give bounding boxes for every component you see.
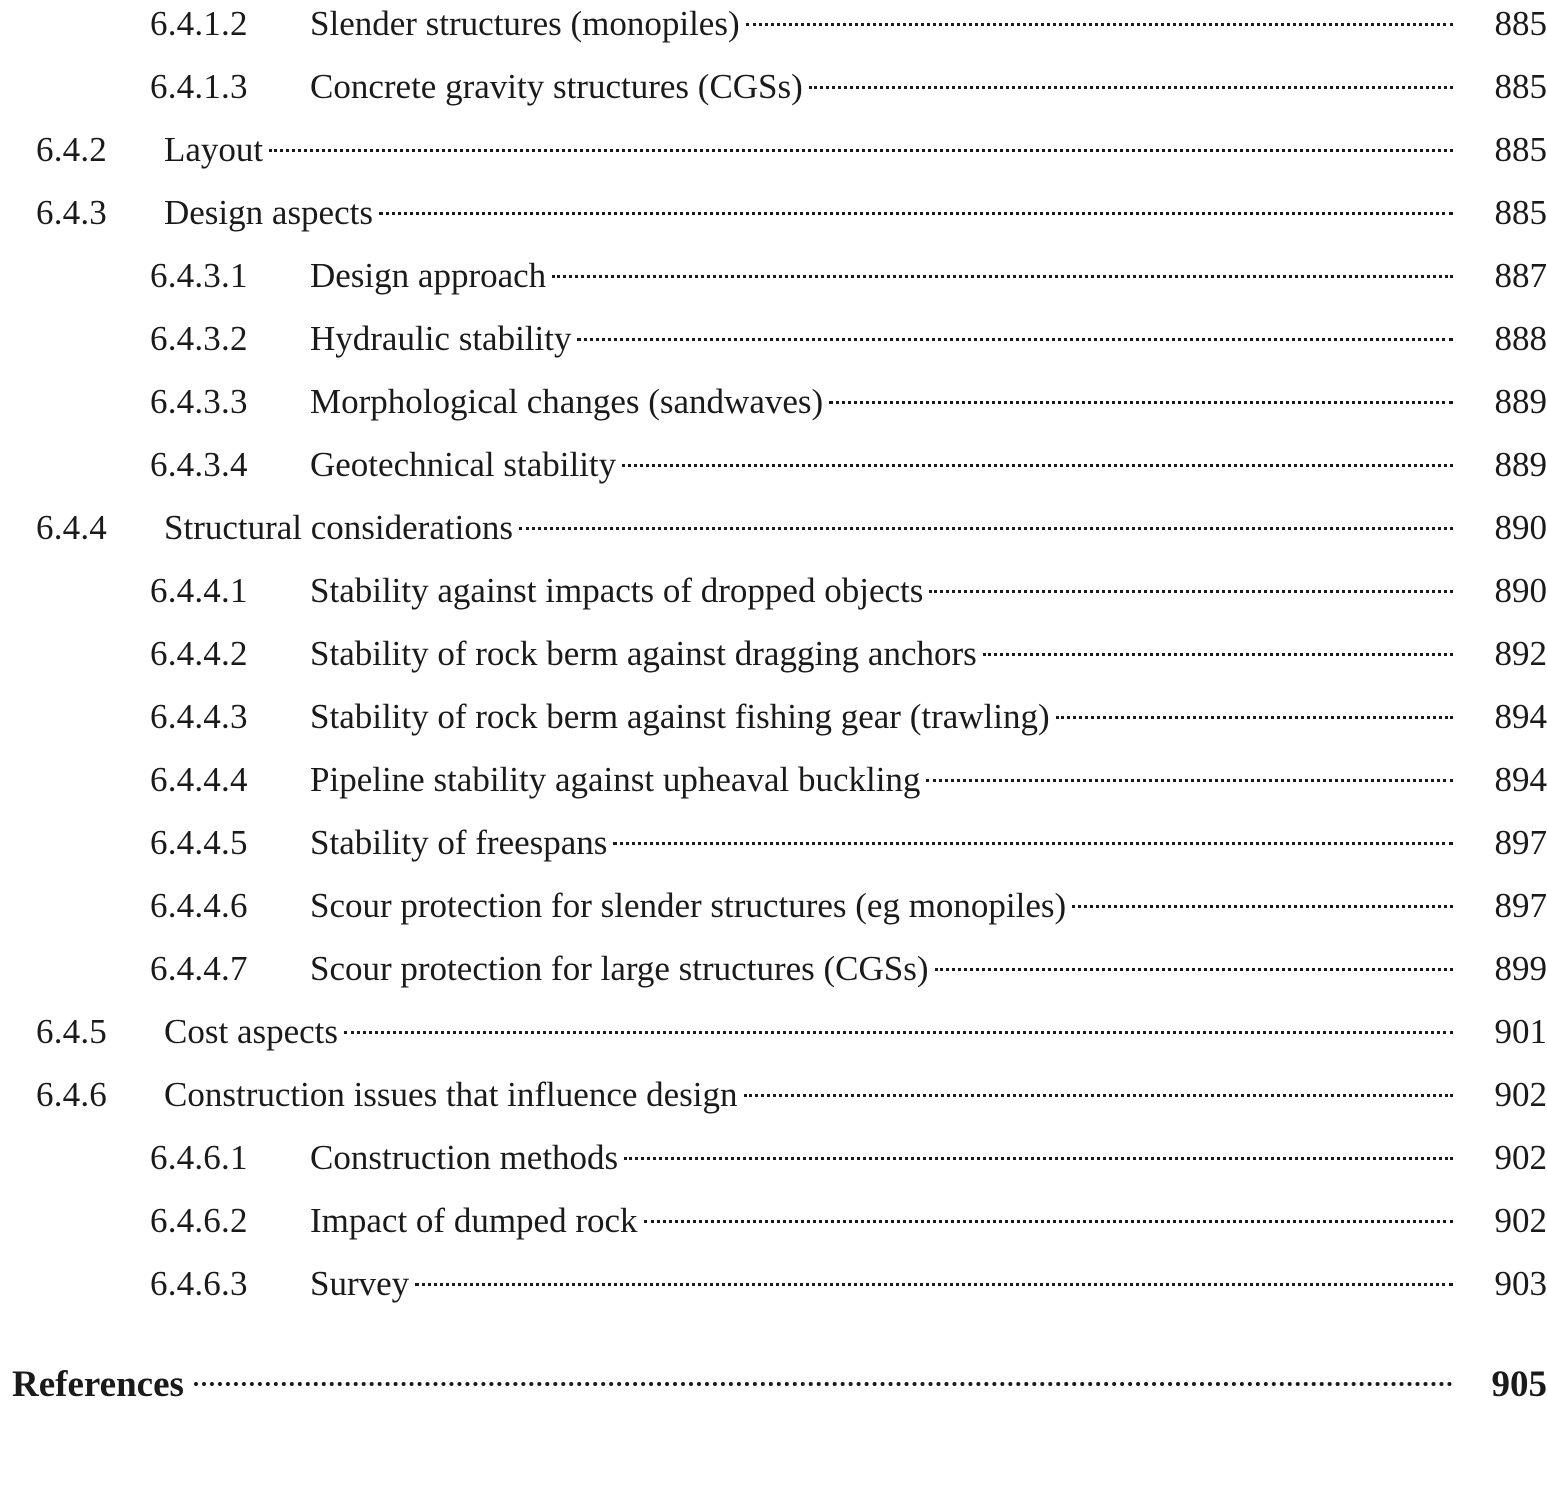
toc-entry-title: Layout bbox=[164, 130, 264, 169]
toc-entry[interactable] bbox=[0, 756, 1547, 819]
toc-leader-dots bbox=[519, 504, 1453, 539]
toc-entry-number: 6.4.4.7 bbox=[150, 949, 248, 988]
toc-entry-title: Scour protection for large structures (CGSs) bbox=[310, 949, 929, 988]
toc-entry[interactable] bbox=[0, 882, 1547, 945]
toc-entry-title: Cost aspects bbox=[164, 1012, 339, 1051]
toc-entry[interactable] bbox=[0, 819, 1547, 882]
toc-entry-page: 885 bbox=[1494, 193, 1547, 232]
toc-entry[interactable] bbox=[0, 945, 1547, 1008]
toc-entry-title: Structural considerations bbox=[164, 508, 513, 547]
toc-entry-title: Morphological changes (sandwaves) bbox=[310, 382, 824, 421]
toc-entry-number: 6.4.4.2 bbox=[150, 634, 248, 673]
toc-entry-page: 889 bbox=[1494, 445, 1547, 484]
toc-entry-title: Stability of rock berm against dragging anchors bbox=[310, 634, 977, 673]
toc-leader-dots bbox=[929, 567, 1453, 602]
toc-entry[interactable] bbox=[0, 441, 1547, 504]
toc-entry-page: 887 bbox=[1494, 256, 1547, 295]
toc-entry-page: 899 bbox=[1494, 949, 1547, 988]
toc-entry-number: 6.4.5 bbox=[36, 1012, 107, 1051]
toc-entry-title: Geotechnical stability bbox=[310, 445, 617, 484]
toc-entry[interactable] bbox=[0, 630, 1547, 693]
toc-entry-number: 6.4.1.2 bbox=[150, 4, 248, 43]
toc-entry[interactable] bbox=[0, 0, 1547, 63]
toc-leader-dots bbox=[552, 252, 1453, 287]
toc-entry-title: Pipeline stability against upheaval buckling bbox=[310, 760, 921, 799]
toc-entry[interactable] bbox=[0, 1071, 1547, 1134]
toc-entry-page: 902 bbox=[1494, 1201, 1547, 1240]
toc-entry-page: 892 bbox=[1494, 634, 1547, 673]
toc-entry-title: Construction methods bbox=[310, 1138, 619, 1177]
toc-entry-title: Stability of freespans bbox=[310, 823, 608, 862]
toc-entry-title: Design approach bbox=[310, 256, 547, 295]
toc-entry[interactable] bbox=[0, 63, 1547, 126]
toc-entry-number: 6.4.6 bbox=[36, 1075, 107, 1114]
toc-entry-number: 6.4.4.6 bbox=[150, 886, 248, 925]
toc-entry[interactable] bbox=[0, 1008, 1547, 1071]
toc-entry-number: 6.4.1.3 bbox=[150, 67, 248, 106]
toc-entry[interactable] bbox=[0, 693, 1547, 756]
toc-entry-page: 885 bbox=[1494, 130, 1547, 169]
toc-leader-dots bbox=[809, 63, 1453, 98]
toc-leader-dots bbox=[926, 756, 1453, 791]
toc-entry-title: Impact of dumped rock bbox=[310, 1201, 638, 1240]
toc-entry-title: Concrete gravity structures (CGSs) bbox=[310, 67, 803, 106]
toc-entry-page: 889 bbox=[1494, 382, 1547, 421]
toc-entry-title: Hydraulic stability bbox=[310, 319, 572, 358]
toc-leader-dots bbox=[379, 189, 1453, 224]
toc-entry-number: 6.4.3.1 bbox=[150, 256, 248, 295]
toc-entry[interactable] bbox=[0, 126, 1547, 189]
toc-leader-dots bbox=[746, 0, 1453, 35]
toc-entry-page: 890 bbox=[1494, 571, 1547, 610]
toc-entry-title: Survey bbox=[310, 1264, 410, 1303]
toc-entry-number: 6.4.3.3 bbox=[150, 382, 248, 421]
toc-leader-dots bbox=[983, 630, 1453, 665]
toc-leader-dots bbox=[644, 1197, 1453, 1232]
toc-entry-references[interactable] bbox=[0, 1361, 1547, 1424]
toc-leader-dots bbox=[622, 441, 1453, 476]
toc-entry-title: Construction issues that influence design bbox=[164, 1075, 738, 1114]
toc-leader-dots bbox=[1056, 693, 1453, 728]
toc-entry-page: 885 bbox=[1494, 67, 1547, 106]
toc-entry[interactable] bbox=[0, 1197, 1547, 1260]
toc-entry-number: 6.4.6.1 bbox=[150, 1138, 248, 1177]
toc-entry-number: 6.4.6.2 bbox=[150, 1201, 248, 1240]
toc-entry-title: References bbox=[12, 1364, 184, 1405]
toc-leader-dots bbox=[624, 1134, 1453, 1169]
toc-entry[interactable] bbox=[0, 567, 1547, 630]
toc-entry-number: 6.4.4.3 bbox=[150, 697, 248, 736]
toc-entry-number: 6.4.4.5 bbox=[150, 823, 248, 862]
toc-leader-dots bbox=[344, 1008, 1453, 1043]
toc-leader-dots bbox=[829, 378, 1453, 413]
toc-leader-dots bbox=[744, 1071, 1453, 1106]
toc-leader-dots bbox=[613, 819, 1453, 854]
toc-entry-number: 6.4.4.4 bbox=[150, 760, 248, 799]
toc-entry-title: Stability of rock berm against fishing gear (trawling) bbox=[310, 697, 1050, 736]
toc-entry-number: 6.4.3.2 bbox=[150, 319, 248, 358]
toc-entry-page: 901 bbox=[1494, 1012, 1547, 1051]
toc-entry-number: 6.4.6.3 bbox=[150, 1264, 248, 1303]
toc-entry-title: Stability against impacts of dropped objects bbox=[310, 571, 924, 610]
toc-entry-number: 6.4.4.1 bbox=[150, 571, 248, 610]
toc-entry-number bbox=[0, 1366, 12, 1403]
toc-entry-number: 6.4.3.4 bbox=[150, 445, 248, 484]
toc-entry-page: 903 bbox=[1494, 1264, 1547, 1303]
toc-entry-page: 894 bbox=[1494, 697, 1547, 736]
toc-entry[interactable] bbox=[0, 315, 1547, 378]
toc-entry-page: 890 bbox=[1494, 508, 1547, 547]
toc-entry[interactable] bbox=[0, 189, 1547, 252]
toc-entry-number: 6.4.2 bbox=[36, 130, 107, 169]
toc-entry-title: Design aspects bbox=[164, 193, 373, 232]
toc-entry-page: 888 bbox=[1494, 319, 1547, 358]
toc-entry-number: 6.4.3 bbox=[36, 193, 107, 232]
toc-leader-dots bbox=[194, 1361, 1453, 1396]
toc-entry-title: Scour protection for slender structures (eg monopiles) bbox=[310, 886, 1067, 925]
toc-entry[interactable] bbox=[0, 1134, 1547, 1197]
toc-entry-page: 902 bbox=[1494, 1075, 1547, 1114]
toc-leader-dots bbox=[269, 126, 1453, 161]
toc-entry-number: 6.4.4 bbox=[36, 508, 107, 547]
toc-leader-dots bbox=[935, 945, 1453, 980]
toc-entry[interactable] bbox=[0, 1260, 1547, 1323]
toc-entry-page: 897 bbox=[1494, 886, 1547, 925]
toc-entry-page: 885 bbox=[1494, 4, 1547, 43]
toc-entry-title: Slender structures (monopiles) bbox=[310, 4, 740, 43]
toc-entry-page: 902 bbox=[1494, 1138, 1547, 1177]
toc-entry[interactable] bbox=[0, 252, 1547, 315]
toc-entry-page: 897 bbox=[1494, 823, 1547, 862]
toc-entry[interactable] bbox=[0, 504, 1547, 567]
toc-leader-dots bbox=[577, 315, 1453, 350]
toc-entry[interactable] bbox=[0, 378, 1547, 441]
toc-entry-page: 894 bbox=[1494, 760, 1547, 799]
toc-leader-dots bbox=[415, 1260, 1453, 1295]
toc-leader-dots bbox=[1072, 882, 1453, 917]
toc-entry-page: 905 bbox=[1491, 1364, 1547, 1405]
